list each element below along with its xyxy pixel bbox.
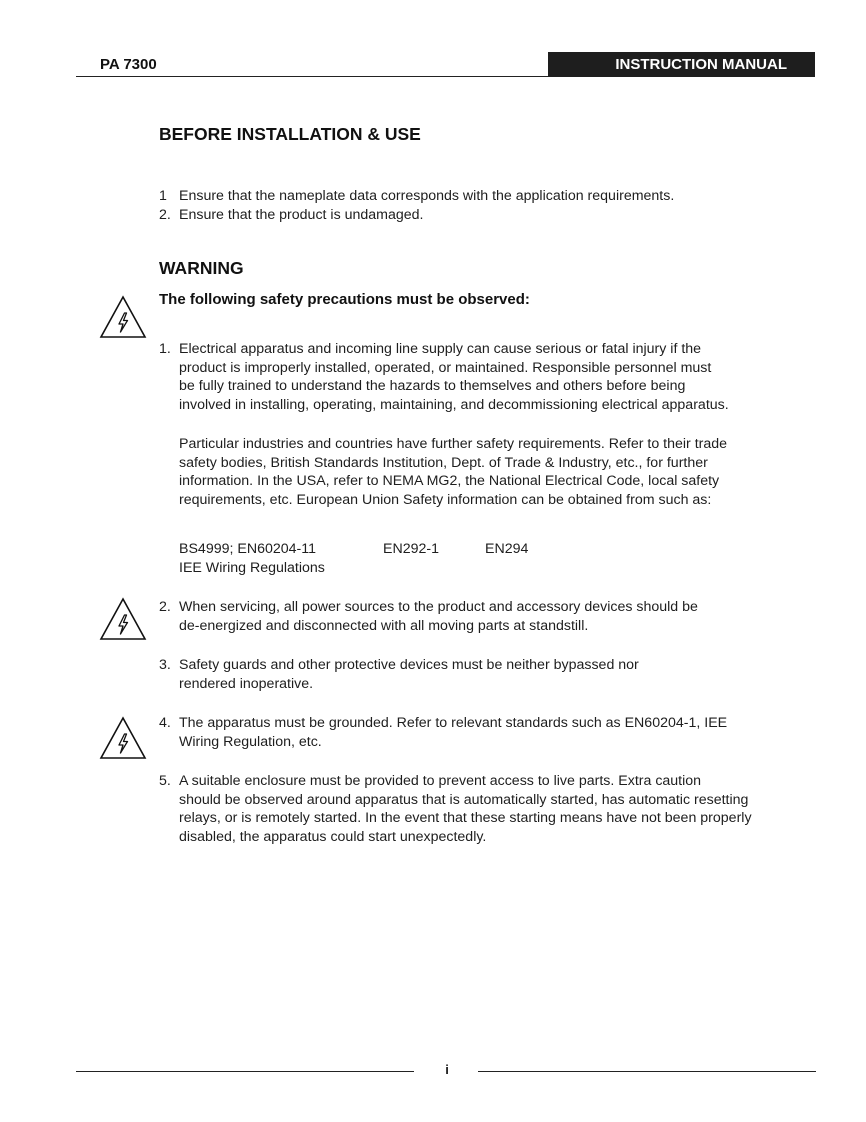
item-3-line: Safety guards and other protective devices must be neither bypassed nor (179, 657, 639, 673)
item-1-num: 1. (159, 341, 171, 357)
before-item-text-1: Ensure that the nameplate data corresponds with the application requirements. (179, 188, 675, 204)
header-rule (76, 76, 550, 77)
before-item-text-2: Ensure that the product is undamaged. (179, 207, 424, 223)
electrical-hazard-warning-icon (99, 295, 147, 339)
manual-label: INSTRUCTION MANUAL (548, 52, 815, 77)
standard-entry: EN294 (485, 541, 529, 557)
item-5-line: A suitable enclosure must be provided to prevent access to live parts. Extra caution (179, 773, 702, 789)
before-item-num-1: 1 (159, 188, 167, 204)
item-2-line: de-energized and disconnected with all moving parts at standstill. (179, 618, 589, 634)
item-4-line: Wiring Regulation, etc. (179, 734, 322, 750)
footer-rule-right (478, 1071, 816, 1072)
item-5-line: should be observed around apparatus that is automatically started, has automatic resetting (179, 792, 749, 808)
item-1-line: be fully trained to understand the hazards to themselves and others before being (179, 378, 686, 394)
page-number: i (445, 1062, 449, 1077)
electrical-hazard-warning-icon (99, 716, 147, 760)
footer-rule-left (76, 1071, 414, 1072)
item-4-line: The apparatus must be grounded. Refer to relevant standards such as EN60204-1, IEE (179, 715, 728, 731)
item-5-line: relays, or is remotely started. In the event that these starting means have not been properly (179, 810, 752, 826)
item-2-num: 2. (159, 599, 171, 615)
standard-entry: EN292-1 (383, 541, 439, 557)
model-number: PA 7300 (100, 56, 157, 73)
item-1-para2-line: requirements, etc. European Union Safety information can be obtained from such as: (179, 492, 712, 508)
section-title: BEFORE INSTALLATION & USE (159, 124, 421, 144)
item-1-para2-line: Particular industries and countries have further safety requirements. Refer to their trade (179, 436, 728, 452)
standard-entry: IEE Wiring Regulations (179, 560, 325, 576)
before-item-num-2: 2. (159, 207, 171, 223)
item-1-line: Electrical apparatus and incoming line supply can cause serious or fatal injury if the (179, 341, 702, 357)
warning-title: WARNING (159, 258, 244, 278)
item-5-line: disabled, the apparatus could start unexpectedly. (179, 829, 487, 845)
item-2-line: When servicing, all power sources to the product and accessory devices should be (179, 599, 698, 615)
warning-subtitle: The following safety precautions must be observed: (159, 291, 530, 308)
item-3-line: rendered inoperative. (179, 676, 314, 692)
item-5-num: 5. (159, 773, 171, 789)
standard-entry: BS4999; EN60204-11 (179, 541, 316, 557)
item-1-line: product is improperly installed, operated, or maintained. Responsible personnel must (179, 360, 712, 376)
item-1-line: involved in installing, operating, maintaining, and decommissioning electrical apparatus. (179, 397, 729, 413)
item-1-para2-line: information. In the USA, refer to NEMA MG2, the National Electrical Code, local safety (179, 473, 720, 489)
item-1-para2-line: safety bodies, British Standards Institution, Dept. of Trade & Industry, etc., for further (179, 455, 708, 471)
electrical-hazard-warning-icon (99, 597, 147, 641)
item-3-num: 3. (159, 657, 171, 673)
item-4-num: 4. (159, 715, 171, 731)
